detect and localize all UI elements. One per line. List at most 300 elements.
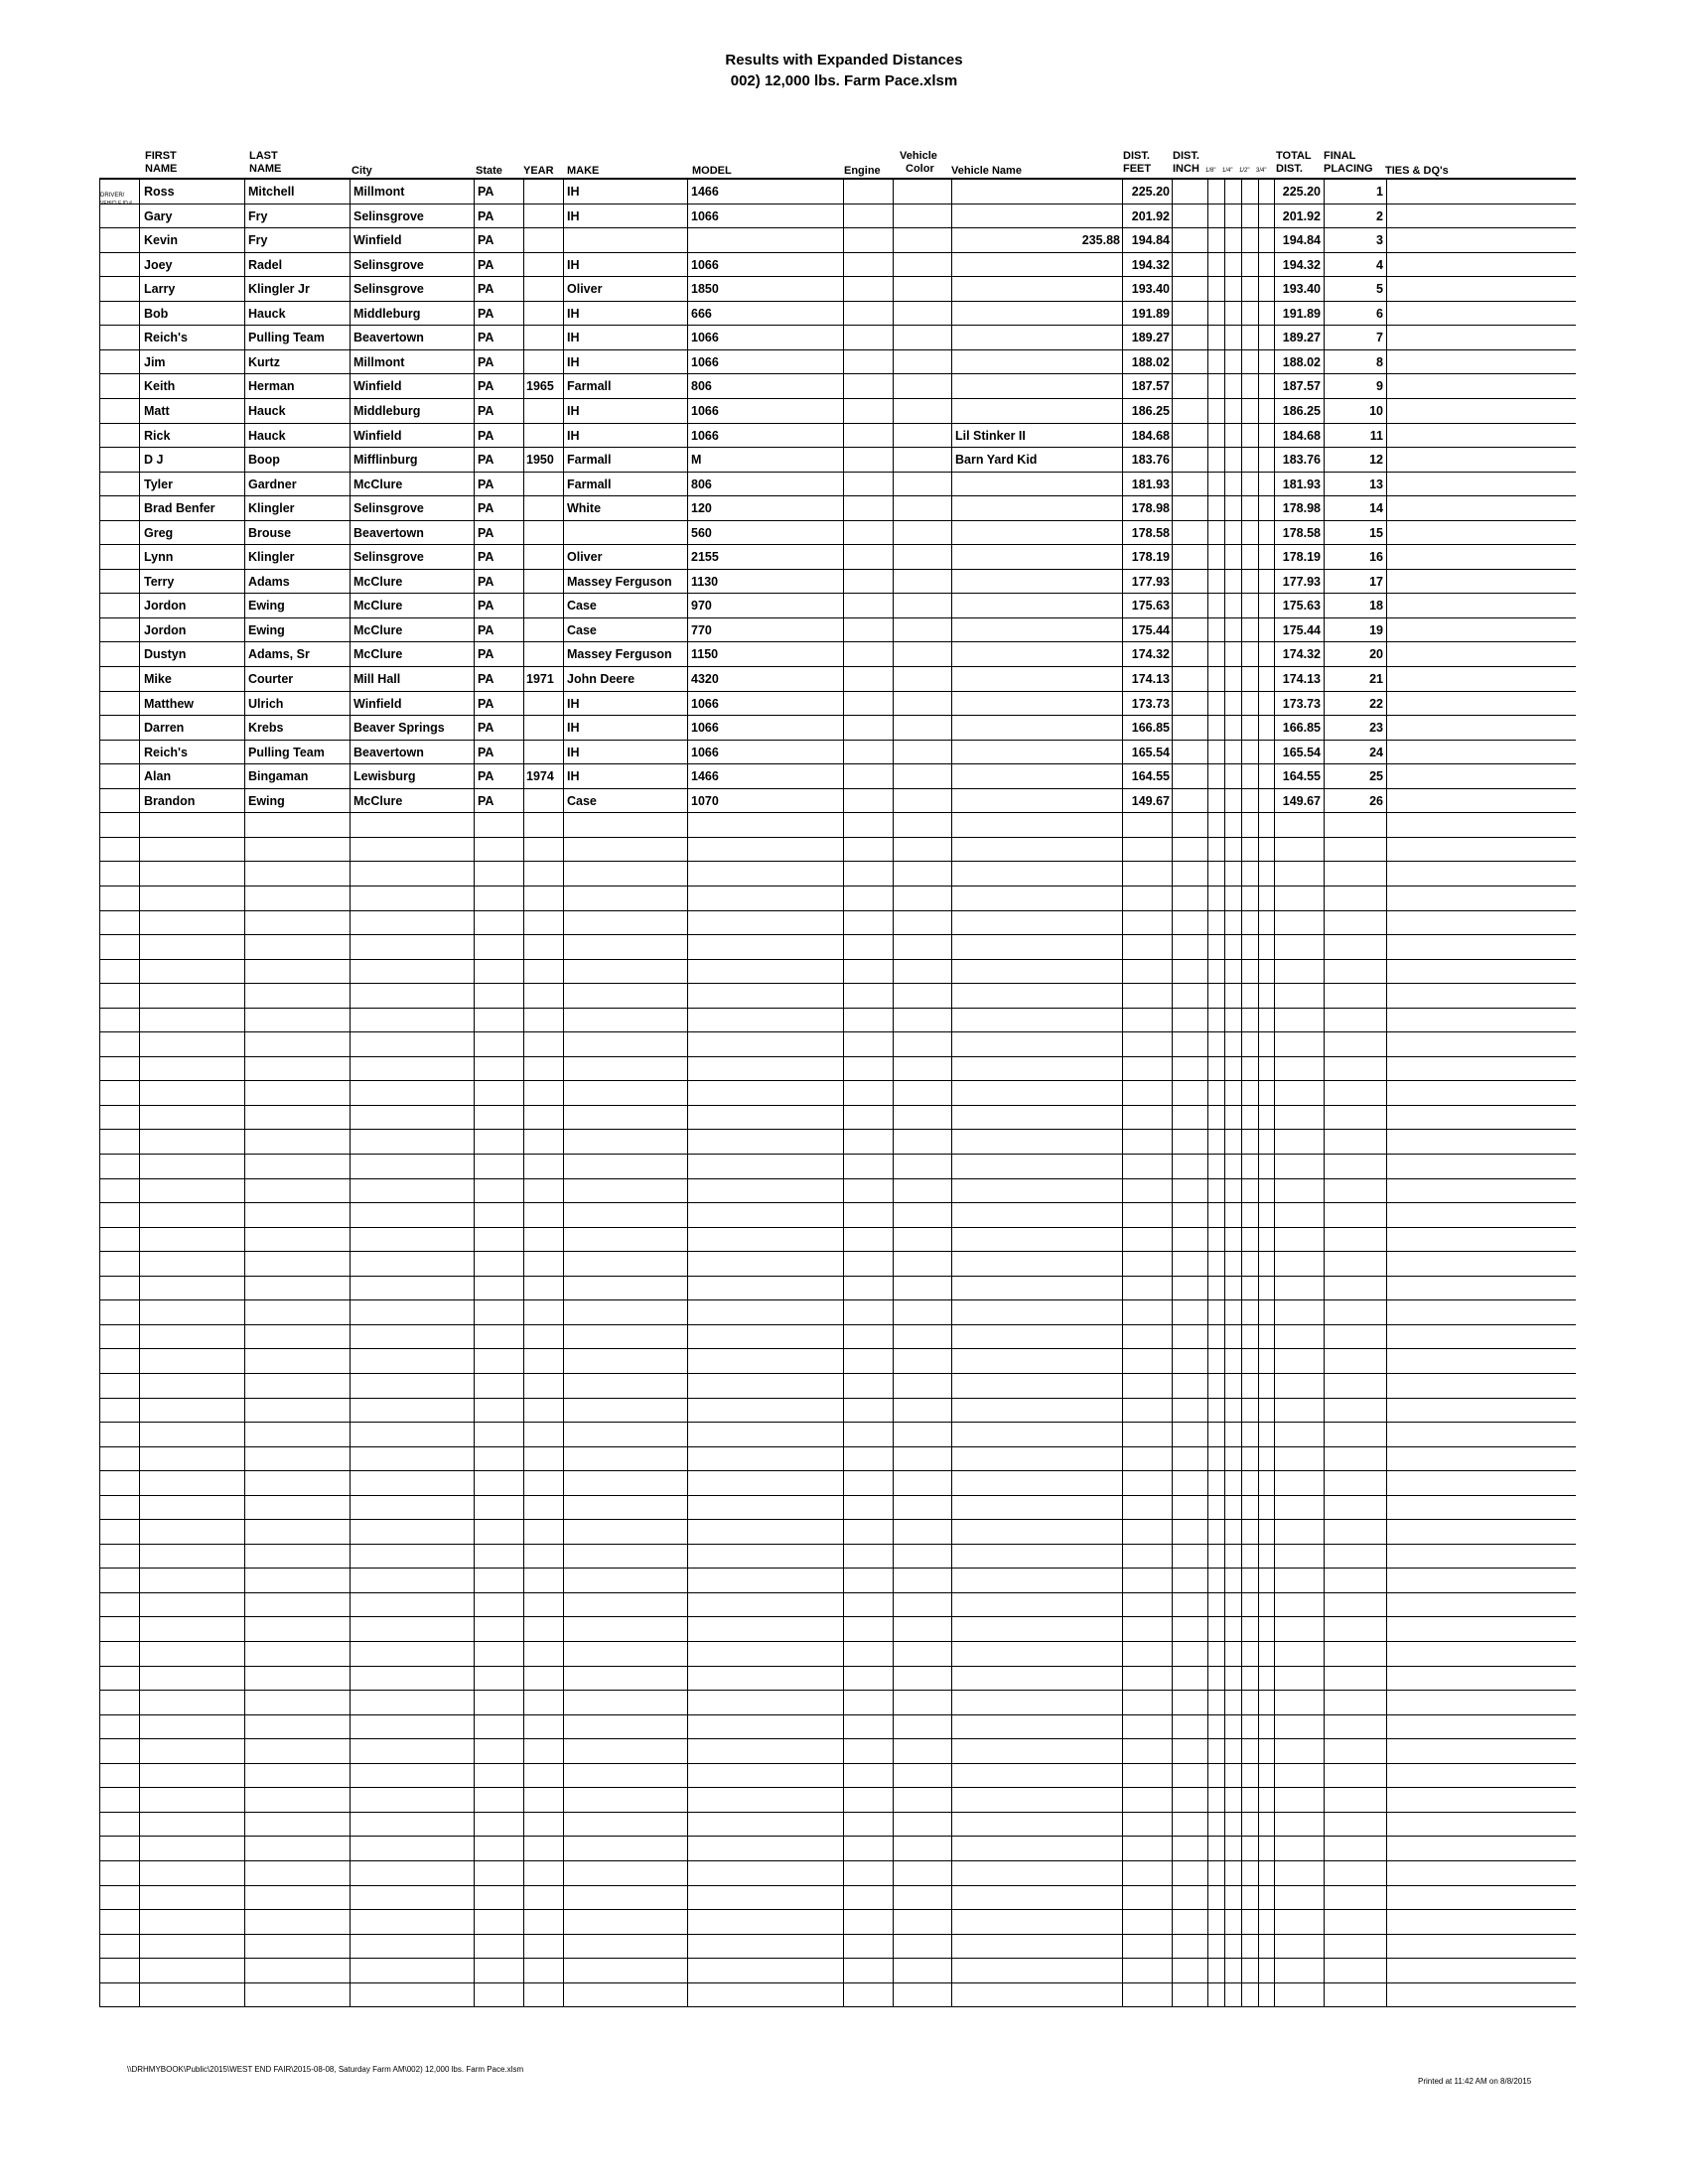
grid-column-line <box>843 179 844 2006</box>
cell-total-dist: 194.32 <box>1282 257 1321 272</box>
cell-dist-feet: 178.19 <box>1131 550 1170 565</box>
grid-row-line <box>99 1934 1576 1935</box>
grid-row-line <box>99 1470 1576 1471</box>
cell-total-dist: 177.93 <box>1282 574 1321 589</box>
cell-total-dist: 178.98 <box>1282 501 1321 516</box>
cell-final-placing: 5 <box>1376 282 1383 297</box>
cell-total-dist: 178.58 <box>1282 525 1321 540</box>
cell-model: 120 <box>691 501 712 516</box>
cell-state: PA <box>478 721 494 736</box>
cell-first-name: Lynn <box>144 550 174 565</box>
cell-total-dist: 183.76 <box>1282 453 1321 468</box>
cell-first-name: Brad Benfer <box>144 501 215 516</box>
grid-row-line <box>99 1154 1576 1155</box>
grid-row-line <box>99 1690 1576 1691</box>
cell-make: IH <box>567 331 580 345</box>
cell-last-name: Hauck <box>248 428 286 443</box>
header-first-top: FIRST <box>145 150 177 162</box>
cell-dist-feet: 188.02 <box>1131 354 1170 369</box>
cell-model: 1066 <box>691 208 719 223</box>
cell-state: PA <box>478 647 494 662</box>
cell-state: PA <box>478 745 494 759</box>
cell-make: Case <box>567 793 597 808</box>
cell-dist-feet: 184.68 <box>1131 428 1170 443</box>
cell-final-placing: 21 <box>1369 672 1383 686</box>
cell-state: PA <box>478 233 494 248</box>
cell-city: McClure <box>353 647 403 662</box>
grid-row-line <box>99 910 1576 911</box>
cell-city: McClure <box>353 599 403 614</box>
grid-column-line <box>893 179 894 2006</box>
grid-row-line <box>99 1885 1576 1886</box>
grid-row-line <box>99 1324 1576 1325</box>
cell-state: PA <box>478 208 494 223</box>
cell-last-name: Ewing <box>248 599 285 614</box>
cell-model: 770 <box>691 622 712 637</box>
cell-final-placing: 17 <box>1369 574 1383 589</box>
cell-last-name: Mitchell <box>248 185 295 199</box>
cell-last-name: Kurtz <box>248 354 280 369</box>
cell-last-name: Krebs <box>248 721 284 736</box>
cell-final-placing: 19 <box>1369 622 1383 637</box>
cell-total-dist: 187.57 <box>1282 379 1321 394</box>
cell-dist-feet: 194.32 <box>1131 257 1170 272</box>
cell-dist-feet: 194.84 <box>1131 233 1170 248</box>
grid-row-line <box>99 1056 1576 1057</box>
cell-city: Selinsgrove <box>353 208 424 223</box>
header-fraction-3: 1/2" <box>1239 168 1250 174</box>
cell-final-placing: 18 <box>1369 599 1383 614</box>
grid-row-line <box>99 1031 1576 1032</box>
cell-last-name: Ulrich <box>248 696 284 711</box>
cell-model: 1066 <box>691 745 719 759</box>
cell-last-name: Klingler <box>248 501 295 516</box>
cell-first-name: Rick <box>144 428 171 443</box>
header-fraction-2: 1/4" <box>1222 168 1233 174</box>
grid-row-line <box>99 1958 1576 1959</box>
cell-city: Selinsgrove <box>353 257 424 272</box>
header-first-bottom: NAME <box>145 163 178 175</box>
cell-first-name: Jordon <box>144 599 187 614</box>
header-total-bottom: DIST. <box>1276 163 1303 175</box>
cell-final-placing: 7 <box>1376 331 1383 345</box>
grid-row-line <box>99 1666 1576 1667</box>
grid-row-line <box>99 1519 1576 1520</box>
cell-dist-feet: 201.92 <box>1131 208 1170 223</box>
header-dist-inch-bottom: INCH <box>1173 163 1199 175</box>
grid-row-line <box>99 1446 1576 1447</box>
cell-make: Farmall <box>567 477 612 491</box>
cell-final-placing: 15 <box>1369 525 1383 540</box>
header-final-top: FINAL <box>1324 150 1356 162</box>
cell-make: White <box>567 501 602 516</box>
cell-last-name: Klingler Jr <box>248 282 310 297</box>
grid-row-line <box>99 1299 1576 1300</box>
cell-vehicle-name: Barn Yard Kid <box>955 453 1038 468</box>
cell-total-dist: 175.63 <box>1282 599 1321 614</box>
header-dist-inch-top: DIST. <box>1173 150 1199 162</box>
grid-row-line <box>99 1251 1576 1252</box>
cell-city: McClure <box>353 574 403 589</box>
cell-make: IH <box>567 306 580 321</box>
cell-final-placing: 3 <box>1376 233 1383 248</box>
cell-city: Selinsgrove <box>353 282 424 297</box>
cell-total-dist: 225.20 <box>1282 185 1321 199</box>
cell-total-dist: 189.27 <box>1282 331 1321 345</box>
cell-city: Beaver Springs <box>353 721 445 736</box>
cell-last-name: Ewing <box>248 793 285 808</box>
cell-state: PA <box>478 453 494 468</box>
cell-city: Mifflinburg <box>353 453 418 468</box>
cell-first-name: Darren <box>144 721 185 736</box>
cell-city: Mill Hall <box>353 672 401 686</box>
grid-row-line <box>99 1373 1576 1374</box>
cell-city: Millmont <box>353 185 405 199</box>
cell-model: 1070 <box>691 793 719 808</box>
cell-state: PA <box>478 574 494 589</box>
header-fraction-1: 1/8" <box>1205 168 1216 174</box>
cell-make: Massey Ferguson <box>567 574 672 589</box>
cell-dist-feet: 149.67 <box>1131 793 1170 808</box>
cell-make: Case <box>567 622 597 637</box>
cell-total-dist: 178.19 <box>1282 550 1321 565</box>
grid-row-line <box>99 1812 1576 1813</box>
cell-make: IH <box>567 745 580 759</box>
cell-state: PA <box>478 354 494 369</box>
cell-model: 1066 <box>691 428 719 443</box>
cell-state: PA <box>478 379 494 394</box>
cell-model: M <box>691 453 702 468</box>
cell-final-placing: 20 <box>1369 647 1383 662</box>
grid-column-line <box>563 179 564 2006</box>
cell-make: Oliver <box>567 550 603 565</box>
cell-final-placing: 4 <box>1376 257 1383 272</box>
cell-year: 1971 <box>526 672 554 686</box>
cell-first-name: Mike <box>144 672 172 686</box>
cell-model: 2155 <box>691 550 719 565</box>
cell-model: 1066 <box>691 354 719 369</box>
cell-make: IH <box>567 721 580 736</box>
cell-model: 806 <box>691 379 712 394</box>
cell-state: PA <box>478 769 494 784</box>
cell-model: 1066 <box>691 331 719 345</box>
cell-dist-feet: 186.25 <box>1131 403 1170 418</box>
cell-first-name: Tyler <box>144 477 173 491</box>
cell-model: 666 <box>691 306 712 321</box>
cell-dist-feet: 173.73 <box>1131 696 1170 711</box>
cell-first-name: Gary <box>144 208 173 223</box>
cell-last-name: Hauck <box>248 403 286 418</box>
cell-first-name: Reich's <box>144 745 188 759</box>
grid-row-line <box>99 934 1576 935</box>
cell-model: 1150 <box>691 647 719 662</box>
cell-make: John Deere <box>567 672 635 686</box>
cell-city: Beavertown <box>353 745 424 759</box>
cell-make: Farmall <box>567 453 612 468</box>
cell-first-name: D J <box>144 453 164 468</box>
cell-total-dist: 174.13 <box>1282 672 1321 686</box>
cell-total-dist: 186.25 <box>1282 403 1321 418</box>
cell-final-placing: 22 <box>1369 696 1383 711</box>
cell-city: Selinsgrove <box>353 550 424 565</box>
cell-make: Farmall <box>567 379 612 394</box>
cell-state: PA <box>478 550 494 565</box>
cell-total-dist: 201.92 <box>1282 208 1321 223</box>
grid-column-line <box>474 179 475 2006</box>
cell-total-dist: 194.84 <box>1282 233 1321 248</box>
grid-column-line <box>244 179 245 2006</box>
cell-dist-feet: 181.93 <box>1131 477 1170 491</box>
grid-row-line <box>99 1129 1576 1130</box>
cell-first-name: Reich's <box>144 331 188 345</box>
cell-state: PA <box>478 306 494 321</box>
grid-row-line <box>99 1616 1576 1617</box>
header-last-top: LAST <box>249 150 278 162</box>
cell-final-placing: 2 <box>1376 208 1383 223</box>
header-state: State <box>476 165 502 177</box>
cell-make: Case <box>567 599 597 614</box>
grid-row-line <box>99 959 1576 960</box>
cell-model: 970 <box>691 599 712 614</box>
cell-first-name: Keith <box>144 379 176 394</box>
cell-total-dist: 188.02 <box>1282 354 1321 369</box>
cell-state: PA <box>478 672 494 686</box>
cell-first-name: Bob <box>144 306 169 321</box>
header-final-bottom: PLACING <box>1324 163 1373 175</box>
grid-column-line <box>350 179 351 2006</box>
cell-last-name: Gardner <box>248 477 297 491</box>
cell-model: 560 <box>691 525 712 540</box>
cell-first-name: Brandon <box>144 793 196 808</box>
cell-city: Middleburg <box>353 306 421 321</box>
cell-dist-feet: 225.20 <box>1131 185 1170 199</box>
cell-city: Winfield <box>353 696 402 711</box>
header-model: MODEL <box>692 165 732 177</box>
cell-last-name: Radel <box>248 257 283 272</box>
cell-make: IH <box>567 257 580 272</box>
grid-row-line <box>99 1738 1576 1739</box>
cell-model: 1066 <box>691 696 719 711</box>
cell-first-name: Dustyn <box>144 647 187 662</box>
header-last-bottom: NAME <box>249 163 282 175</box>
grid-row-line <box>99 1860 1576 1861</box>
cell-final-placing: 6 <box>1376 306 1383 321</box>
cell-model: 1130 <box>691 574 719 589</box>
cell-state: PA <box>478 185 494 199</box>
cell-city: Beavertown <box>353 331 424 345</box>
grid-row-line <box>99 1495 1576 1496</box>
header-vehicle-name: Vehicle Name <box>951 165 1022 177</box>
cell-total-dist: 166.85 <box>1282 721 1321 736</box>
cell-total-dist: 164.55 <box>1282 769 1321 784</box>
cell-state: PA <box>478 525 494 540</box>
cell-state: PA <box>478 428 494 443</box>
cell-state: PA <box>478 793 494 808</box>
cell-dist-feet: 177.93 <box>1131 574 1170 589</box>
report-title: Results with Expanded Distances <box>725 52 963 68</box>
cell-last-name: Fry <box>248 233 268 248</box>
cell-first-name: Ross <box>144 185 175 199</box>
cell-total-dist: 184.68 <box>1282 428 1321 443</box>
cell-make: Massey Ferguson <box>567 647 672 662</box>
cell-city: Winfield <box>353 233 402 248</box>
header-dist-feet-bottom: FEET <box>1123 163 1152 175</box>
header-driver-top: DRIVER/ <box>100 193 125 199</box>
header-dist-feet-top: DIST. <box>1123 150 1150 162</box>
grid-row-line <box>99 1202 1576 1203</box>
cell-last-name: Bingaman <box>248 769 309 784</box>
cell-total-dist: 181.93 <box>1282 477 1321 491</box>
grid-column-line <box>1224 179 1225 2006</box>
cell-dist-feet: 187.57 <box>1131 379 1170 394</box>
header-ties-dq: TIES & DQ's <box>1385 165 1449 177</box>
cell-state: PA <box>478 501 494 516</box>
header-total-top: TOTAL <box>1276 150 1312 162</box>
grid-row-line <box>99 2006 1576 2007</box>
cell-make: IH <box>567 208 580 223</box>
header-engine: Engine <box>844 165 881 177</box>
grid-row-line <box>99 1008 1576 1009</box>
cell-city: Winfield <box>353 379 402 394</box>
cell-dist-feet: 193.40 <box>1131 282 1170 297</box>
cell-first-name: Matthew <box>144 696 194 711</box>
cell-vehicle-name-value: 235.88 <box>1081 233 1120 248</box>
cell-last-name: Ewing <box>248 622 285 637</box>
grid-row-line <box>99 1227 1576 1228</box>
cell-first-name: Joey <box>144 257 173 272</box>
grid-row-line <box>99 1909 1576 1910</box>
grid-row-line <box>99 1836 1576 1837</box>
cell-model: 806 <box>691 477 712 491</box>
cell-city: Beavertown <box>353 525 424 540</box>
cell-final-placing: 24 <box>1369 745 1383 759</box>
cell-final-placing: 26 <box>1369 793 1383 808</box>
cell-last-name: Adams <box>248 574 290 589</box>
grid-row-line <box>99 1714 1576 1715</box>
cell-first-name: Terry <box>144 574 175 589</box>
cell-city: McClure <box>353 477 403 491</box>
grid-row-line <box>99 1641 1576 1642</box>
cell-state: PA <box>478 622 494 637</box>
cell-total-dist: 191.89 <box>1282 306 1321 321</box>
cell-city: Middleburg <box>353 403 421 418</box>
grid-column-line <box>523 179 524 2006</box>
cell-dist-feet: 174.13 <box>1131 672 1170 686</box>
grid-row-line <box>99 886 1576 887</box>
cell-state: PA <box>478 477 494 491</box>
cell-model: 4320 <box>691 672 719 686</box>
cell-last-name: Courter <box>248 672 294 686</box>
cell-dist-feet: 175.63 <box>1131 599 1170 614</box>
cell-make: IH <box>567 185 580 199</box>
grid-row-line <box>99 1422 1576 1423</box>
cell-dist-feet: 166.85 <box>1131 721 1170 736</box>
grid-column-line <box>99 179 100 2006</box>
cell-dist-feet: 183.76 <box>1131 453 1170 468</box>
cell-state: PA <box>478 282 494 297</box>
cell-make: Oliver <box>567 282 603 297</box>
grid-column-line <box>1386 179 1387 2006</box>
cell-model: 1066 <box>691 403 719 418</box>
cell-total-dist: 175.44 <box>1282 622 1321 637</box>
cell-total-dist: 149.67 <box>1282 793 1321 808</box>
report-subtitle: 002) 12,000 lbs. Farm Pace.xlsm <box>730 72 958 89</box>
cell-last-name: Pulling Team <box>248 745 325 759</box>
cell-dist-feet: 191.89 <box>1131 306 1170 321</box>
cell-last-name: Brouse <box>248 525 292 540</box>
header-color: Color <box>906 163 934 175</box>
cell-dist-feet: 165.54 <box>1131 745 1170 759</box>
cell-last-name: Herman <box>248 379 295 394</box>
cell-final-placing: 11 <box>1369 428 1383 443</box>
cell-dist-feet: 178.98 <box>1131 501 1170 516</box>
cell-final-placing: 25 <box>1369 769 1383 784</box>
grid-row-line <box>99 1348 1576 1349</box>
cell-final-placing: 1 <box>1376 185 1383 199</box>
cell-model: 1466 <box>691 769 719 784</box>
cell-model: 1066 <box>691 721 719 736</box>
cell-first-name: Larry <box>144 282 176 297</box>
grid-row-line <box>99 861 1576 862</box>
cell-final-placing: 16 <box>1369 550 1383 565</box>
cell-first-name: Alan <box>144 769 172 784</box>
cell-city: McClure <box>353 622 403 637</box>
cell-city: Winfield <box>353 428 402 443</box>
cell-last-name: Klingler <box>248 550 295 565</box>
cell-last-name: Adams, Sr <box>248 647 310 662</box>
header-fraction-4: 3/4" <box>1256 168 1267 174</box>
cell-year: 1974 <box>526 769 554 784</box>
grid-row-line <box>99 1763 1576 1764</box>
cell-make: IH <box>567 354 580 369</box>
cell-model: 1066 <box>691 257 719 272</box>
cell-total-dist: 193.40 <box>1282 282 1321 297</box>
cell-last-name: Fry <box>248 208 268 223</box>
cell-dist-feet: 175.44 <box>1131 622 1170 637</box>
grid-column-line <box>951 179 952 2006</box>
header-vehicle-top: Vehicle <box>900 150 937 162</box>
header-city: City <box>352 165 372 177</box>
cell-make: IH <box>567 696 580 711</box>
header-make: MAKE <box>567 165 600 177</box>
file-path: \\DRHMYBOOK\Public\2015\WEST END FAIR\2015-08-08, Saturday Farm AM\002) 12,000 lbs. Farm Pace.xlsm <box>127 2065 524 2074</box>
cell-city: Lewisburg <box>353 769 416 784</box>
header-year: YEAR <box>523 165 554 177</box>
grid-row-line <box>99 1276 1576 1277</box>
grid-row-line <box>99 1178 1576 1179</box>
cell-city: Selinsgrove <box>353 501 424 516</box>
grid-row-line <box>99 1398 1576 1399</box>
cell-final-placing: 10 <box>1369 403 1383 418</box>
cell-model: 1466 <box>691 185 719 199</box>
cell-city: Millmont <box>353 354 405 369</box>
cell-state: PA <box>478 696 494 711</box>
cell-first-name: Greg <box>144 525 174 540</box>
cell-dist-feet: 178.58 <box>1131 525 1170 540</box>
cell-state: PA <box>478 599 494 614</box>
cell-model: 1850 <box>691 282 719 297</box>
cell-year: 1950 <box>526 453 554 468</box>
cell-last-name: Boop <box>248 453 280 468</box>
grid-row-line <box>99 1982 1576 1983</box>
grid-row-line <box>99 1592 1576 1593</box>
grid-row-line <box>99 983 1576 984</box>
cell-first-name: Jim <box>144 354 166 369</box>
cell-first-name: Kevin <box>144 233 179 248</box>
cell-dist-feet: 174.32 <box>1131 647 1170 662</box>
cell-final-placing: 12 <box>1369 453 1383 468</box>
grid-row-line <box>99 1544 1576 1545</box>
